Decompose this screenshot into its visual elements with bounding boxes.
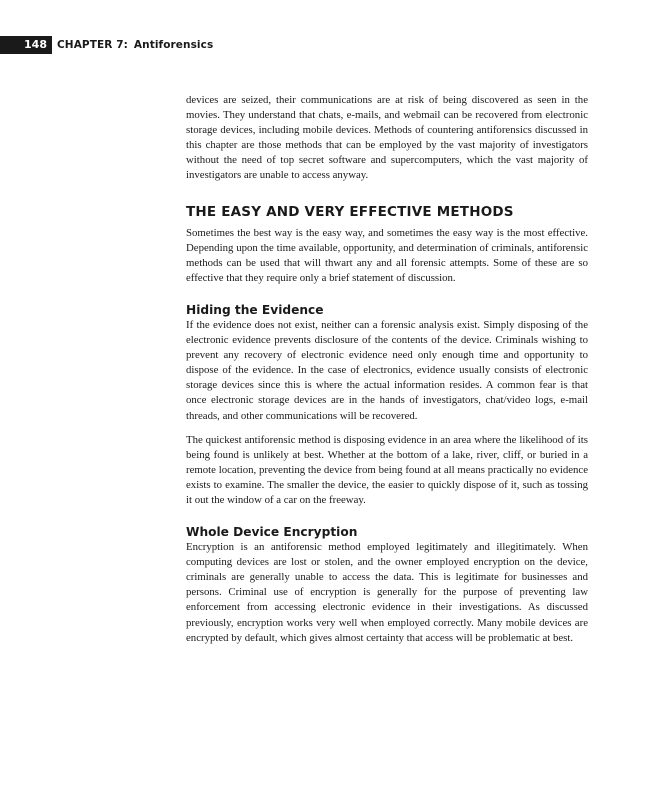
section-paragraph: Sometimes the best way is the easy way, and sometimes the easy way is the most effective. Depending upon the time available, opportunity, and determination of criminals, antiforensic methods can be used that will thwart any and all forensic attempts. Some of these are so effective that they require only a brief statement of discussion. bbox=[186, 226, 588, 284]
running-head bbox=[57, 39, 213, 51]
hiding-evidence-paragraph-2: The quickest antiforensic method is disposing evidence in an area where the likelihood of its being found is unlikely at best. Whether at the bottom of a lake, river, cliff, or buried in a remote location, preventing the device from being found at all means practically no evidence exists to examine. The smaller the device, the easier to quickly dispose of it, such as tossing it out the window of a car on the freeway. bbox=[186, 433, 588, 506]
chapter-label: CHAPTER 7: bbox=[57, 39, 128, 51]
page-content bbox=[186, 93, 588, 655]
page-header bbox=[0, 36, 213, 54]
intro-paragraph: devices are seized, their communications are at risk of being discovered as seen in the movies. They understand that chats, e-mails, and webmail can be recovered from electronic storage devices, including mobile devices. Methods of countering antiforensics discussed in this chapter are those methods that can be employed by the vast majority of investigators without the need of top secret software and supercomputers, which the vast majority of investigators are unable to access anyway. bbox=[186, 94, 588, 182]
chapter-name: Antiforensics bbox=[133, 39, 214, 51]
section-heading: THE EASY AND VERY EFFECTIVE METHODS bbox=[186, 203, 514, 220]
subsection-heading-whole-device-encryption: Whole Device Encryption bbox=[186, 525, 358, 540]
subsection-heading-hiding-evidence: Hiding the Evidence bbox=[186, 302, 324, 317]
encryption-paragraph: Encryption is an antiforensic method employed legitimately and illegitimately. When computing devices are lost or stolen, and the owner employed encryption on the device, criminals are generally unable to access the data. This is legitimate for businesses and persons. Criminal use of encryption is generally for the purpose of preventing law enforcement from accessing electronic evidence in their investigations. As discussed previously, encryption works very well when employed correctly. Many mobile devices are encrypted by default, which gives almost certainty that access will be problematic at best. bbox=[186, 541, 588, 644]
hiding-evidence-paragraph-1: If the evidence does not exist, neither can a forensic analysis exist. Simply disposing of the electronic evidence prevents disclosure of the contents of the device. Criminals wishing to prevent any recovery of electronic evidence need only enough time and opportunity to dispose of the evidence. In the case of electronics, evidence usually consists of electronic storage devices since this is where the actual information resides. A common fear is that once electronic storage devices are in the hands of investigators, chat/video logs, e-mail threads, and other communications will be recovered. bbox=[186, 318, 588, 422]
page-number: 148 bbox=[0, 36, 52, 54]
